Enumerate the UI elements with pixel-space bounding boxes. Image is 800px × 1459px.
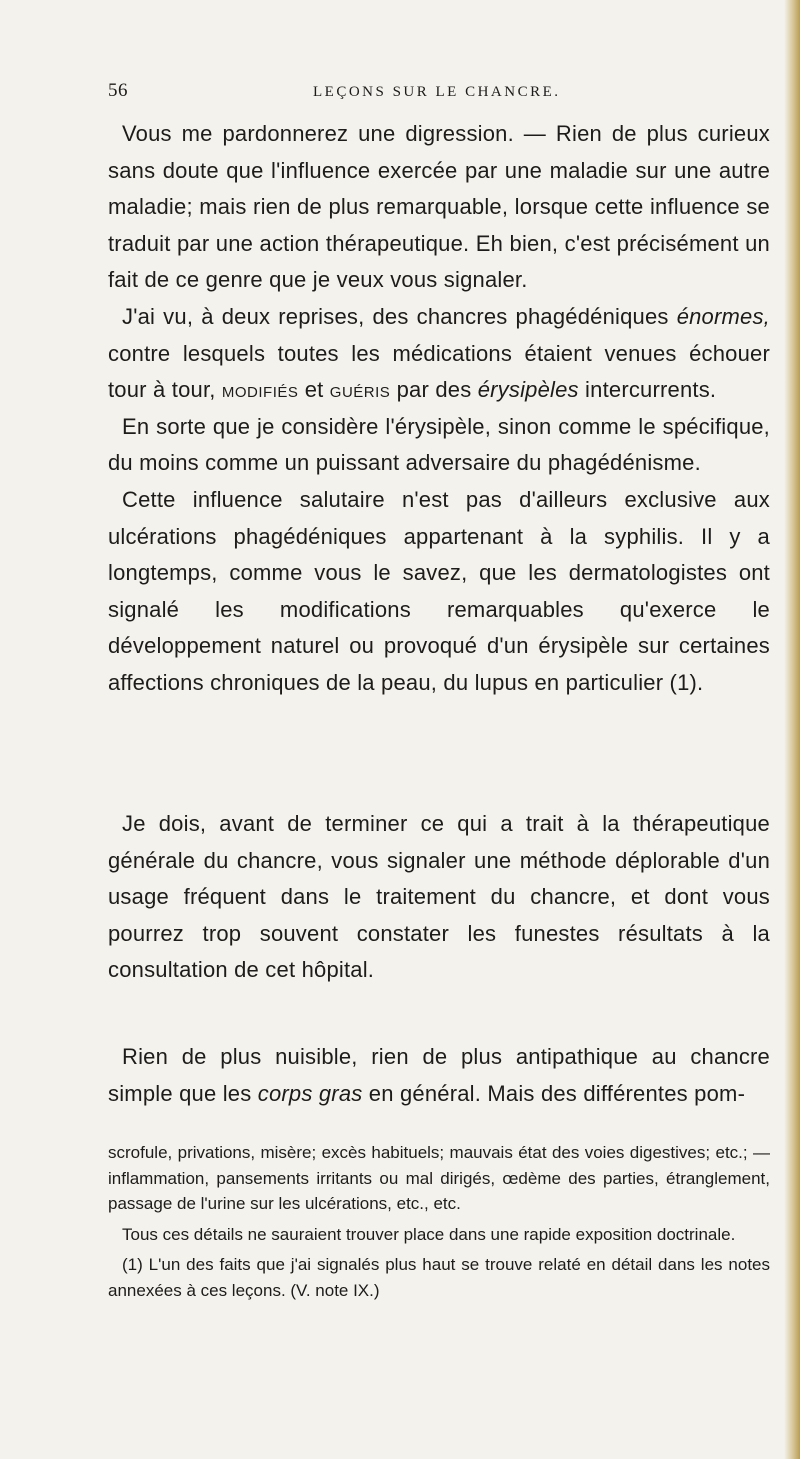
paragraph-3-text: En sorte que je considère l'érysipèle, sinon comme le spécifique, du moins comme un puissant adversaire du phagédénisme. [108,413,770,476]
main-text-block-3 [108,1039,770,1112]
main-text-block-2 [108,806,770,989]
page-header [108,80,768,110]
paragraph-5 [108,806,770,989]
paragraph-6 [108,1039,770,1112]
paragraph-6-italic-corps-gras: corps gras [257,1080,363,1106]
running-title: LEÇONS SUR LE CHANCRE. [313,84,561,100]
paragraph-2-smallcaps-gueris: guéris [329,377,391,403]
page-edge-shadow [784,0,800,1459]
page-number: 56 [108,80,128,101]
paragraph-2-mid-2: et [298,377,330,403]
paragraph-2-mid-1: contre lesquels toutes les médications étaient venues échouer tour à tour, [108,340,770,403]
footnotes [108,1140,770,1303]
paragraph-2-smallcaps-modifies: modifiés [221,377,299,403]
paragraph-2-end: intercurrents. [578,377,717,403]
main-text-block-1 [108,116,770,702]
paragraph-6-start: Rien de plus nuisible, rien de plus antipathique au chancre simple que les [108,1044,770,1106]
paragraph-1-text: Vous me pardonnerez une digression. — Rien de plus curieux sans doute que l'influence exercée par une maladie sur une autre maladie; mais rien de plus remarquable, lorsque cette influence se traduit par une action thérapeutique. Eh bien, c'est précisément un fait de ce genre que je veux vous signaler. [108,121,770,293]
note-paragraph-2 [108,1222,770,1248]
paragraph-2-italic-enormes: énormes, [676,303,770,329]
paragraph-2 [108,299,770,409]
paragraph-2-mid-3: par des [390,377,478,403]
paragraph-1 [108,116,770,299]
note-paragraph-2-text: Tous ces détails ne sauraient trouver place dans une rapide exposition doctrinale. [122,1224,736,1244]
footnote-1 [108,1252,770,1303]
paragraph-3 [108,409,770,482]
paragraph-2-italic-erysipeles: érysipèles [477,377,579,403]
footnote-1-text: (1) L'un des faits que j'ai signalés plus haut se trouve relaté en détail dans les notes annexées à ces leçons. (V. note IX.) [108,1255,770,1300]
paragraph-6-end: en général. Mais des différentes pom- [362,1080,746,1106]
paragraph-5-text: Je dois, avant de terminer ce qui a trait à la thérapeutique générale du chancre, vous signaler une méthode déplorable d'un usage fréquent dans le traitement du chancre, et dont vous pourrez trop souvent constater les funestes résultats à la consultation de cet hôpital. [108,811,770,983]
paragraph-2-start: J'ai vu, à deux reprises, des chancres phagédéniques [122,303,677,329]
paragraph-4-text: Cette influence salutaire n'est pas d'ailleurs exclusive aux ulcérations phagédéniques appartenant à la syphilis. Il y a longtemps, comme vous le savez, que les dermatologistes ont signalé les modifications remarquables qu'exerce le développement naturel ou provoqué d'un érysipèle sur certaines affections chroniques de la peau, du lupus en particulier (1). [108,486,770,695]
note-continuation: scrofule, privations, misère; excès habituels; mauvais état des voies digestives; etc.; — inflammation, pansements irritants ou mal dirigés, œdème des parties, étranglement, passage de l'urine sur les ulcérations, etc., etc. [108,1143,770,1213]
paragraph-4 [108,482,770,702]
